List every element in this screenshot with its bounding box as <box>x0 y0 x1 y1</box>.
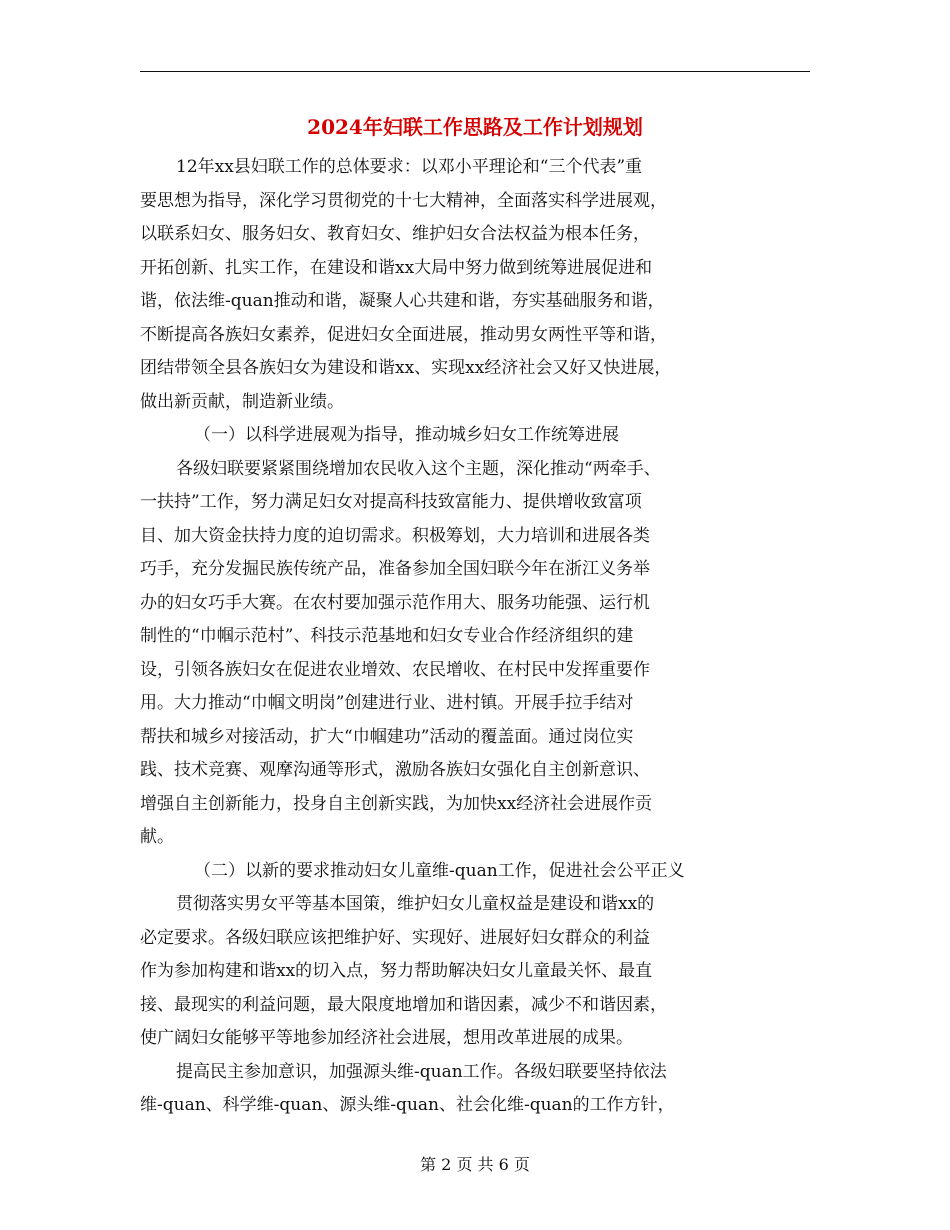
body-line: 提高民主参加意识，加强源头维-quan工作。各级妇联要坚持依法 <box>176 1061 667 1082</box>
body-line: 目、加大资金扶持力度的迫切需求。积极筹划，大力培训和进展各类 <box>140 525 650 546</box>
page-footer: 第 2 页 共 6 页 <box>420 1155 530 1174</box>
body-line: 一扶持”工作，努力满足妇女对提高科技致富能力、提供增收致富项 <box>140 492 642 512</box>
body-line: 帮扶和城乡对接活动，扩大“巾帼建功”活动的覆盖面。通过岗位实 <box>140 726 634 747</box>
body-line: 使广阔妇女能够平等地参加经济社会进展，想用改革进展的成果。 <box>140 1028 633 1048</box>
body-line: 贯彻落实男女平等基本国策，维护妇女儿童权益是建设和谐xx的 <box>176 894 655 914</box>
body-line: 团结带领全县各族妇女为建设和谐xx、实现xx经济社会又好又快进展， <box>140 358 672 378</box>
body-line: 必定要求。各级妇联应该把维护好、实现好、进展好妇女群众的利益 <box>140 927 650 948</box>
body-line: 践、技术竞赛、观摩沟通等形式，激励各族妇女强化自主创新意识、 <box>140 760 650 780</box>
body-line: 维-quan、科学维-quan、源头维-quan、社会化维-quan的工作方针， <box>140 1095 675 1115</box>
body-line: 做出新贡献，制造新业绩。 <box>140 391 344 412</box>
section-heading: （一）以科学进展观为指导，推动城乡妇女工作统筹进展 <box>194 425 619 445</box>
body-line: 不断提高各族妇女素养，促进妇女全面进展，推动男女两性平等和谐， <box>140 324 667 345</box>
document-title: 2024年妇联工作思路及工作计划规划 <box>307 115 643 139</box>
section-heading: （二）以新的要求推动妇女儿童维-quan工作，促进社会公平正义 <box>194 860 685 881</box>
body-line: 接、最现实的利益问题，最大限度地增加和谐因素，减少不和谐因素， <box>140 994 667 1015</box>
document-body <box>140 151 810 1123</box>
body-line: 献。 <box>140 827 174 847</box>
body-line: 巧手，充分发掘民族传统产品，准备参加全国妇联今年在浙江义务举 <box>140 559 650 579</box>
header-rule <box>140 71 810 72</box>
body-line: 制性的“巾帼示范村”、科技示范基地和妇女专业合作经济组织的建 <box>140 626 634 646</box>
body-line: 要思想为指导，深化学习贯彻党的十七大精神，全面落实科学进展观， <box>140 190 667 211</box>
body-line: 谐，依法维-quan推动和谐，凝聚人心共建和谐，夯实基础服务和谐， <box>140 291 665 311</box>
body-line: 增强自主创新能力，投身自主创新实践，为加快xx经济社会进展作贡 <box>140 793 653 814</box>
body-line: 作为参加构建和谐xx的切入点，努力帮助解决妇女儿童最关怀、最直 <box>140 961 653 981</box>
body-line: 设，引领各族妇女在促进农业增效、农民增收、在村民中发挥重要作 <box>140 659 650 680</box>
body-line: 12年xx县妇联工作的总体要求：以邓小平理论和“三个代表”重 <box>176 157 643 177</box>
body-line: 各级妇联要紧紧围绕增加农民收入这个主题，深化推动“两牵手、 <box>176 458 661 479</box>
body-line: 以联系妇女、服务妇女、教育妇女、维护妇女合法权益为根本任务， <box>140 224 650 244</box>
body-line: 办的妇女巧手大赛。在农村要加强示范作用大、服务功能强、运行机 <box>140 592 650 613</box>
body-line: 开拓创新、扎实工作，在建设和谐xx大局中努力做到统筹进展促进和 <box>140 257 653 278</box>
body-line: 用。大力推动“巾帼文明岗”创建进行业、进村镇。开展手拉手结对 <box>140 693 634 713</box>
